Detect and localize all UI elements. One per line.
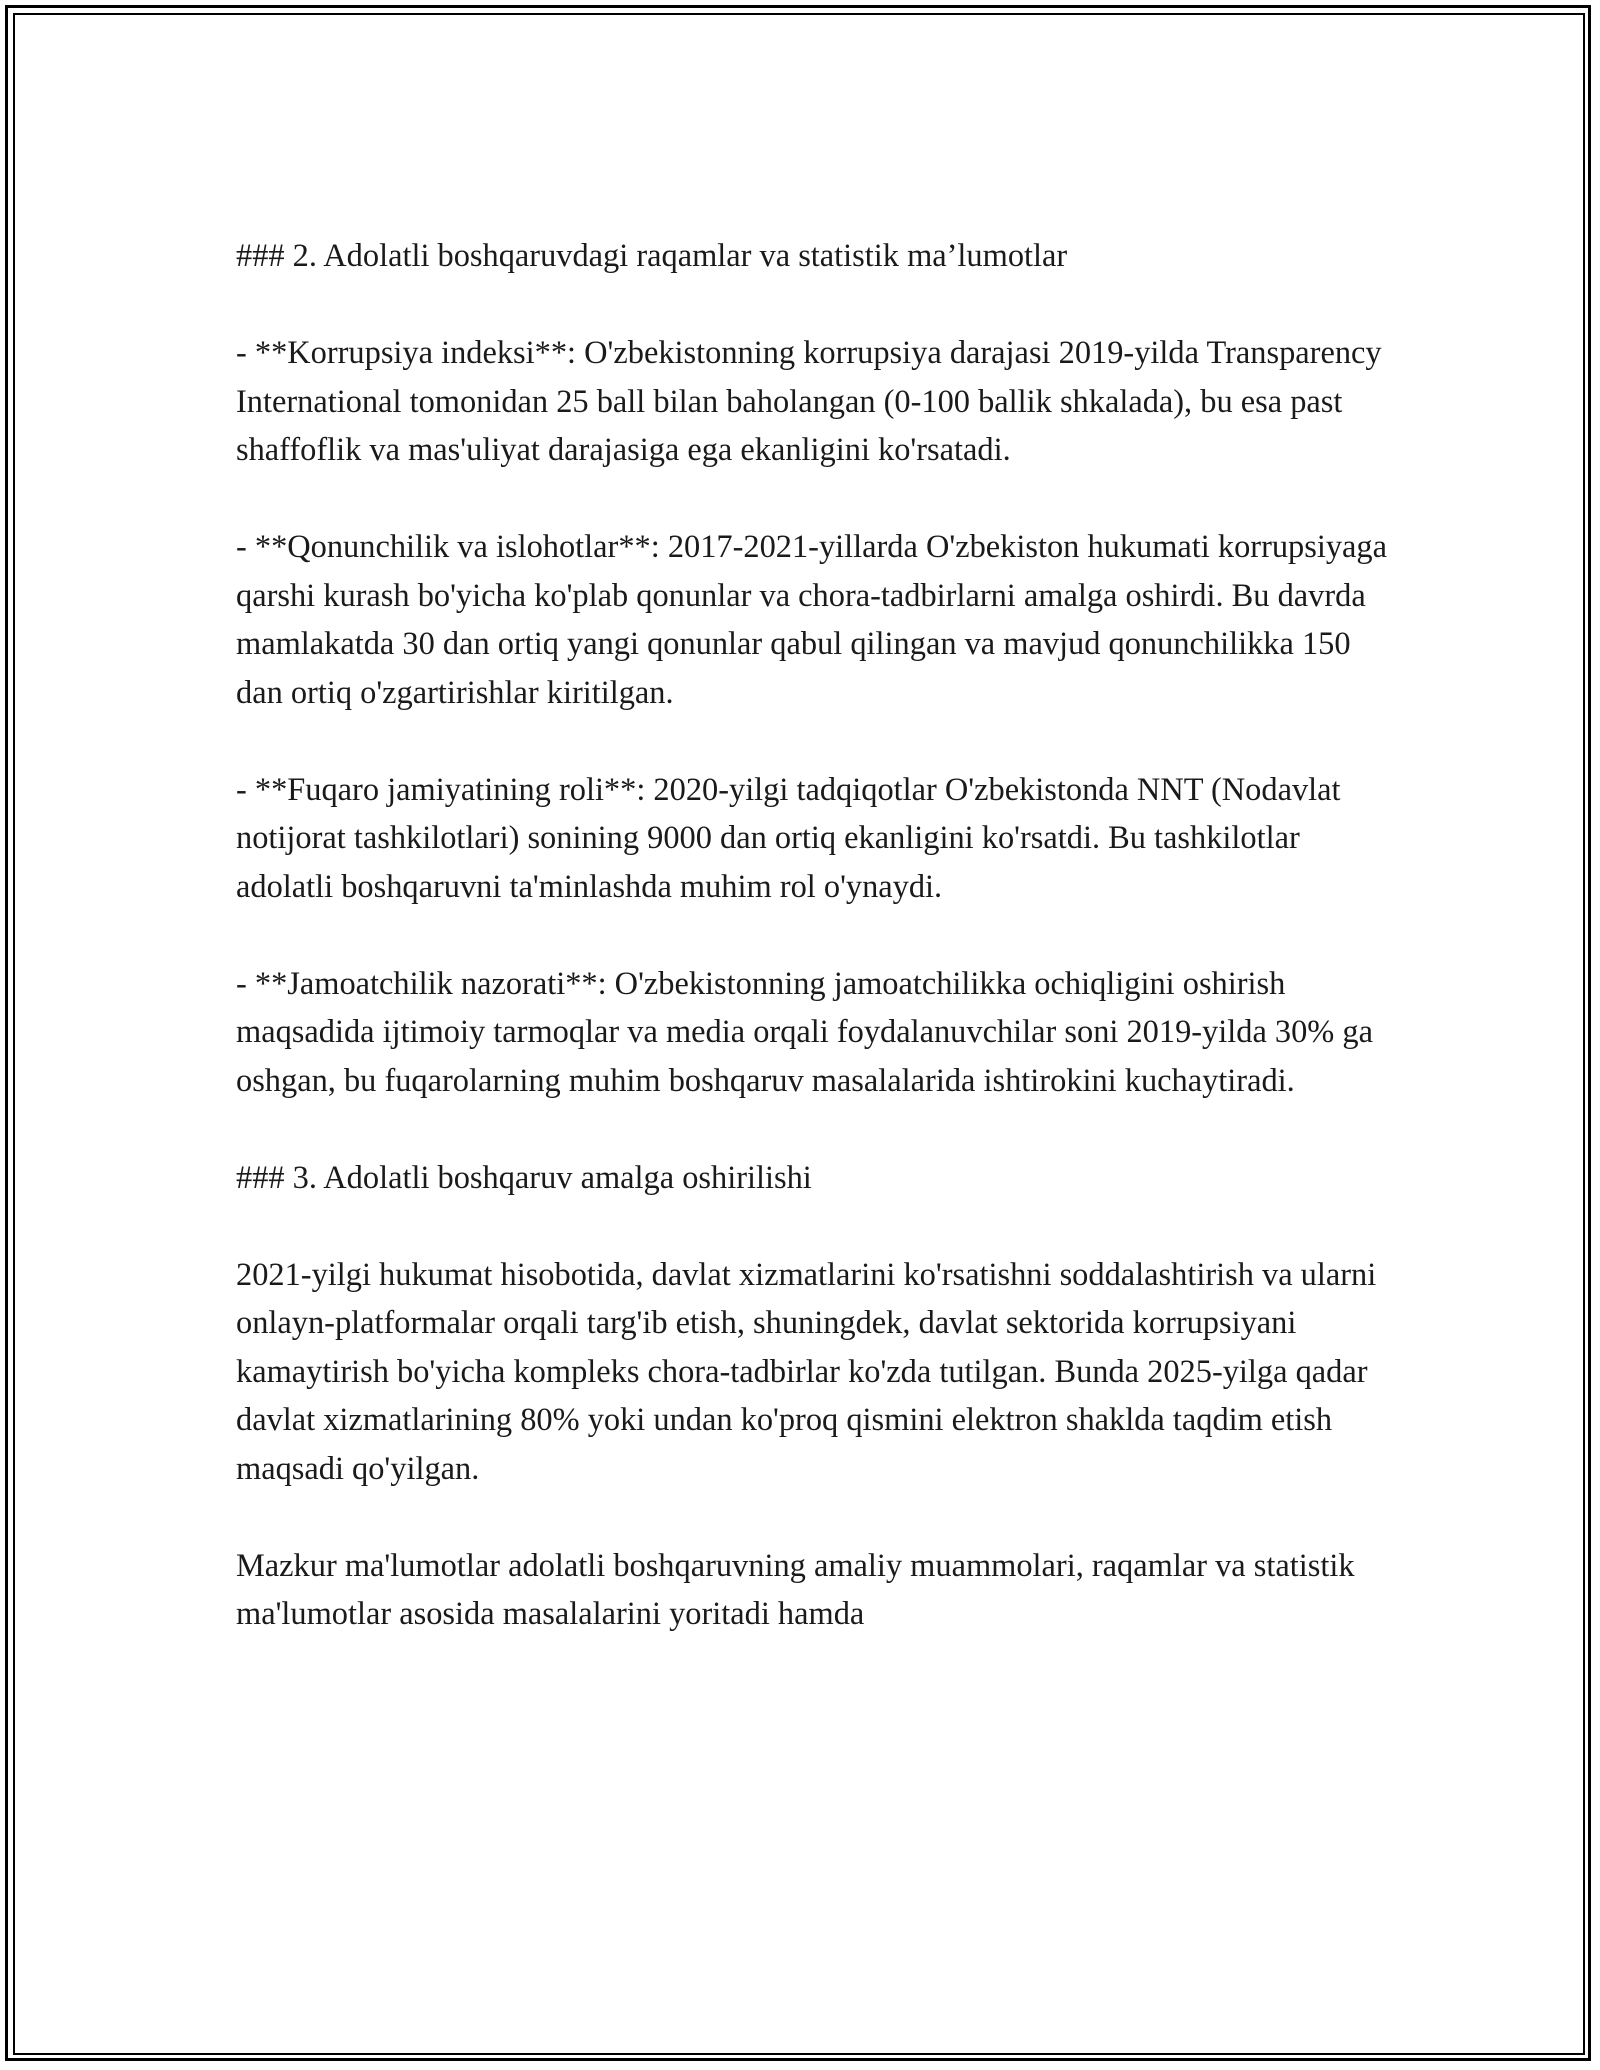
paragraph-conclusion: Mazkur ma'lumotlar adolatli boshqaruvning amaliy muammolari, raqamlar va statistik ma'lumotlar asosida masalalarini yoritadi hamda xyxy=(236,1547,1355,1632)
paragraph-public-oversight: - **Jamoatchilik nazorati**: O'zbekistonning jamoatchilikka ochiqligini oshirish maqsadida ijtimoiy tarmoqlar va media orqali foydalanuvchilar soni 2019-yilda 30% ga oshgan, bu fuqarolarning muhim boshqaruv masalalarida ishtirokini kuchaytiradi. xyxy=(236,965,1373,1099)
paragraph-government-report: 2021-yilgi hukumat hisobotida, davlat xizmatlarini ko'rsatishni soddalashtirish va ularni onlayn-platformalar orqali targ'ib etish, shuningdek, davlat sektorida korrupsiyani kamaytirish bo'yicha kompleks chora-tadbirlar ko'zda tutilgan. Bunda 2025-yilga qadar davlat xizmatlarining 80% yoki undan ko'proq qismini elektron shaklda taqdim etish maqsadi qo'yilgan. xyxy=(236,1256,1377,1487)
paragraph-legislation-reforms: - **Qonunchilik va islohotlar**: 2017-2021-yillarda O'zbekiston hukumati korrupsiyaga qarshi kurash bo'yicha ko'plab qonunlar va chora-tadbirlarni amalga oshirdi. Bu davrda mamlakatda 30 dan ortiq yangi qonunlar qabul qilingan va mavjud qonunchilikka 150 dan ortiq o'zgartirishlar kiritilgan. xyxy=(236,529,1387,711)
section-heading-2: ### 2. Adolatli boshqaruvdagi raqamlar va statistik ma’lumotlar xyxy=(236,238,1068,274)
paragraph-civil-society: - **Fuqaro jamiyatining roli**: 2020-yilgi tadqiqotlar O'zbekistonda NNT (Nodavlat notijorat tashkilotlari) sonining 9000 dan ortiq ekanligini ko'rsatdi. Bu tashkilotlar adolatli boshqaruvni ta'minlashda muhim rol o'ynaydi. xyxy=(236,771,1341,905)
paragraph-corruption-index: - **Korrupsiya indeksi**: O'zbekistonning korrupsiya darajasi 2019-yilda Transparency International tomonidan 25 ball bilan baholangan (0-100 ballik shkalada), bu esa past shaffoflik va mas'uliyat darajasiga ega ekanligini ko'rsatadi. xyxy=(236,335,1382,468)
document-body xyxy=(236,232,1396,1687)
section-heading-3: ### 3. Adolatli boshqaruv amalga oshirilishi xyxy=(236,1159,812,1196)
